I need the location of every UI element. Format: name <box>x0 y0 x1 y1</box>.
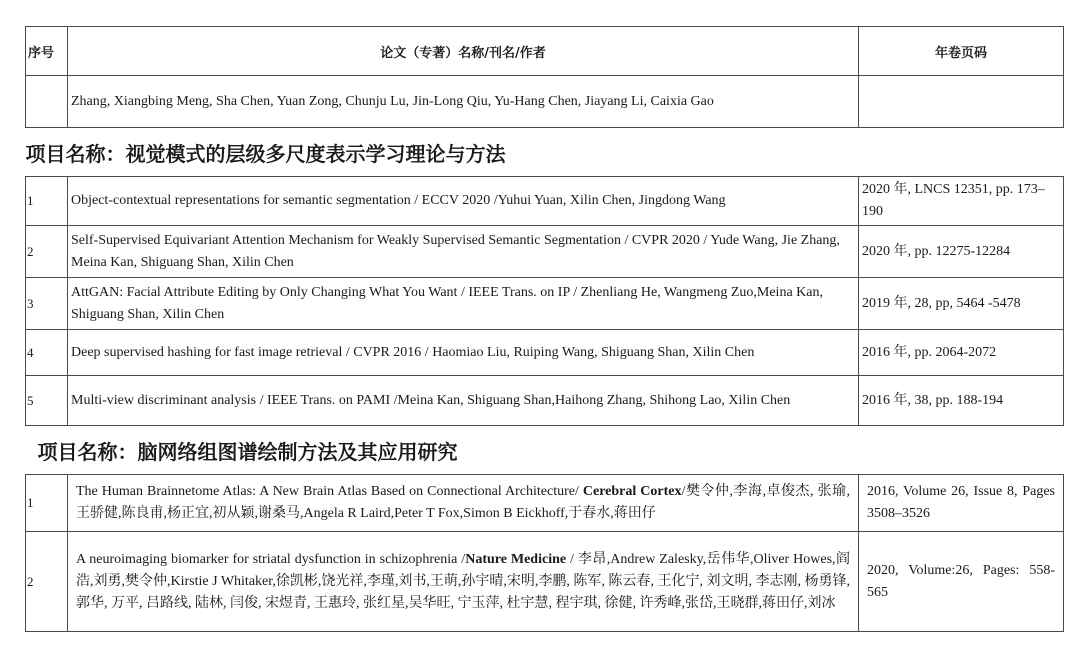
publication-table <box>25 26 1064 632</box>
section-title: 项目名称：视觉模式的层级多尺度表示学习理论与方法 <box>26 128 1064 177</box>
row-text: AttGAN: Facial Attribute Editing by Only Changing What You Want / IEEE Trans. on IP / Zhenliang He, Wangmeng Zuo,Meina Kan, Shiguang Shan, Xilin Chen <box>68 278 859 330</box>
row-pages: 2016 年, pp. 2064-2072 <box>859 330 1064 376</box>
table-row <box>26 475 1064 532</box>
row-pages: 2016 年, 38, pp. 188-194 <box>859 376 1064 426</box>
row-text: Deep supervised hashing for fast image retrieval / CVPR 2016 / Haomiao Liu, Ruiping Wang, Shiguang Shan, Xilin Chen <box>68 330 859 376</box>
row-text-post: /樊令仲,李海,卓俊杰, 张瑜,王骄健,陈良甫,杨正宜,初从颖,谢桑马,Angela R Laird,Peter T Fox,Simon B Eickhoff,于春水,蒋田仔 <box>76 484 851 521</box>
section-title: 项目名称：脑网络组图谱绘制方法及其应用研究 <box>26 426 1064 475</box>
row-text: Zhang, Xiangbing Meng, Sha Chen, Yuan Zong, Chunju Lu, Jin-Long Qiu, Yu-Hang Chen, Jiayang Li, Caixia Gao <box>68 76 859 128</box>
row-pages: 2019 年, 28, pp, 5464 -5478 <box>859 278 1064 330</box>
section-header <box>26 128 1064 177</box>
row-text: Self-Supervised Equivariant Attention Mechanism for Weakly Supervised Semantic Segmentation / CVPR 2020 / Yude Wang, Jie Zhang, Meina Kan, Shiguang Shan, Xilin Chen <box>68 226 859 278</box>
journal-name: Cerebral Cortex <box>582 484 682 499</box>
row-seq: 2 <box>26 532 68 632</box>
header-title: 论文（专著）名称/刊名/作者 <box>68 27 859 76</box>
row-text-post: / 李昂,Andrew Zalesky,岳伟华,Oliver Howes,阎浩,刘勇,樊令仲,Kirstie J Whitaker,徐凯彬,饶光祥,李瑾,刘书,王萌,孙宇晴,宋明,李鹏, 陈军, 陈云春, 王化宁, 刘文明, 李志刚, 杨勇锋, 郭华, 万平, 吕路线, 陆林, 闫俊, 宋煜青, 王惠玲, 张红星,吴华旺, 宁玉萍, 杜宇慧, 程宇琪, 徐健, 许秀峰,张岱,王晓群,蒋田仔,刘冰 <box>76 551 850 611</box>
table-row <box>26 76 1064 128</box>
row-seq: 4 <box>26 330 68 376</box>
row-text <box>68 475 859 532</box>
row-pages: 2020 年, LNCS 12351, pp. 173–190 <box>859 177 1064 226</box>
table-header-row <box>26 27 1064 76</box>
row-seq: 1 <box>26 475 68 532</box>
row-pages: 2016, Volume 26, Issue 8, Pages 3508–3526 <box>859 475 1064 532</box>
header-pages: 年卷页码 <box>859 27 1064 76</box>
row-seq <box>26 76 68 128</box>
row-pages: 2020 年, pp. 12275-12284 <box>859 226 1064 278</box>
row-text <box>68 532 859 632</box>
table-row <box>26 532 1064 632</box>
table-row <box>26 177 1064 226</box>
row-seq: 1 <box>26 177 68 226</box>
row-pages: 2020, Volume:26, Pages: 558-565 <box>859 532 1064 632</box>
row-pages <box>859 76 1064 128</box>
row-text: Multi-view discriminant analysis / IEEE Trans. on PAMI /Meina Kan, Shiguang Shan,Haihong Zhang, Shihong Lao, Xilin Chen <box>68 376 859 426</box>
section-header <box>26 426 1064 475</box>
table-row <box>26 226 1064 278</box>
header-seq: 序号 <box>26 27 68 76</box>
journal-name: Nature Medicine <box>465 551 567 567</box>
row-seq: 2 <box>26 226 68 278</box>
table-row <box>26 330 1064 376</box>
row-text: Object-contextual representations for semantic segmentation / ECCV 2020 /Yuhui Yuan, Xilin Chen, Jingdong Wang <box>68 177 859 226</box>
row-text-pre: The Human Brainnetome Atlas: A New Brain Atlas Based on Connectional Architecture/ <box>76 484 583 499</box>
table-row <box>26 376 1064 426</box>
row-text-pre: A neuroimaging biomarker for striatal dysfunction in schizophrenia / <box>76 551 466 567</box>
row-seq: 5 <box>26 376 68 426</box>
row-seq: 3 <box>26 278 68 330</box>
table-row <box>26 278 1064 330</box>
